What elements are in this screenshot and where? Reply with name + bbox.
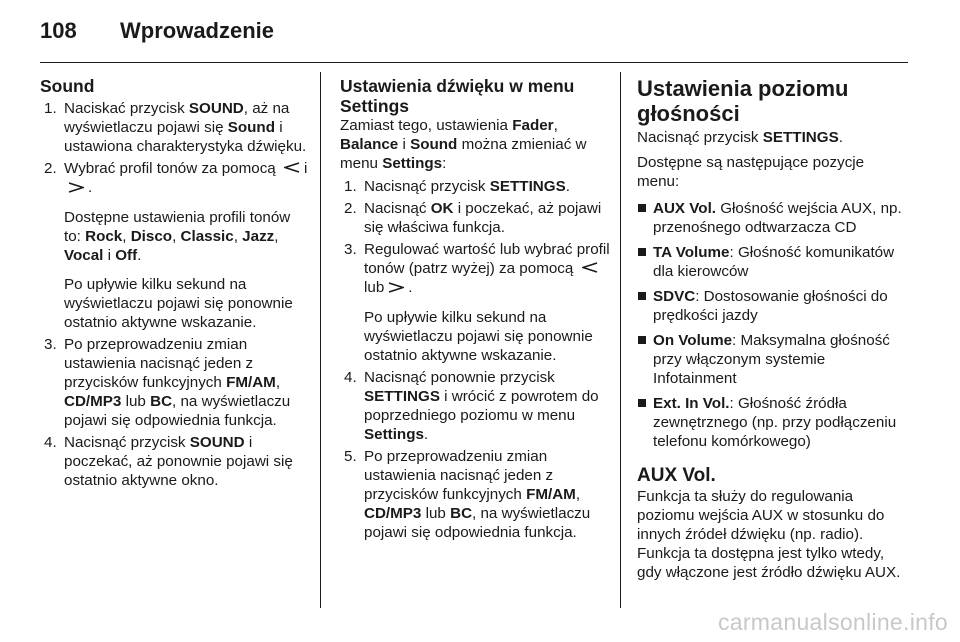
- section-heading-settings-menu: Ustawienia dźwięku w menu Settings: [340, 76, 575, 116]
- settings-steps: [340, 177, 610, 542]
- sound-steps: [40, 99, 310, 490]
- list-item: On Volume: Maksymalna głośność przy włączonym systemie Infotainment: [637, 331, 909, 388]
- list-item: SDVC: Dostosowanie głośności do prędkości jazdy: [637, 287, 909, 325]
- left-arrow-icon: [284, 159, 300, 178]
- watermark: carmanualsonline.info: [717, 609, 948, 635]
- timeout-note: Po upływie kilku sekund na wyświetlaczu pojawi się ponownie ostatnio aktywne wskazanie.: [364, 308, 593, 364]
- column-settings-menu: [340, 76, 610, 542]
- section-heading-aux-vol: AUX Vol.: [637, 465, 716, 486]
- aux-vol-description: Funkcja ta służy do regulowania poziomu wejścia AUX w stosunku do innych źródeł dźwięku (np. radio). Funkcja ta dostępna jest tylko wtedy, gdy włączone jest źródło dźwięku AUX.: [637, 488, 901, 581]
- chapter-title: Wprowadzenie: [120, 18, 275, 43]
- header-divider: [40, 62, 908, 63]
- column-sound: [40, 76, 310, 490]
- left-arrow-icon: [582, 259, 598, 278]
- volume-menu-note: Dostępne są następujące pozycje menu:: [637, 154, 865, 190]
- list-item: 3. Po przeprowadzeniu zmian ustawienia nacisnąć jeden z przycisków funkcyjnych FM/AM, CD/MP3 lub BC, na wyświetlaczu pojawi się odpowiednia funkcja.: [44, 335, 291, 429]
- settings-intro: Zamiast tego, ustawienia Fader, Balance i Sound można zmieniać w menu Settings:: [340, 117, 587, 172]
- volume-intro: Nacisnąć przycisk SETTINGS.: [637, 129, 843, 146]
- page-header: [40, 18, 274, 48]
- list-item: 4. Nacisnąć ponownie przycisk SETTINGS i wrócić z powrotem do poprzedniego poziomu w menu Settings.: [344, 368, 599, 443]
- list-item: 3. Regulować wartość lub wybrać profil tonów (patrz wyżej) za pomocą lub . Po upływie kilku sekund na wyświetlaczu pojawi się ponownie ostatnio aktywne wskazanie.: [344, 241, 610, 364]
- list-item: 2. Wybrać profil tonów za pomocą i. Dostępne ustawienia profili tonów to: Rock, Disco, Classic, Jazz, Vocal i Off. Po upływie kilku sekund na wyświetlaczu pojawi się ponownie ostatnio aktywne wskazanie.: [40, 159, 310, 332]
- list-item: 2. Nacisnąć OK i poczekać, aż pojawi się właściwa funkcja.: [344, 200, 602, 236]
- list-item: 1. Naciskać przycisk SOUND, aż na wyświetlaczu pojawi się Sound i ustawiona charakterystyka dźwięku.: [44, 100, 307, 155]
- bullet-icon: [638, 248, 646, 256]
- right-arrow-icon: [388, 279, 404, 298]
- list-item: 1. Nacisnąć przycisk SETTINGS.: [344, 178, 570, 195]
- bullet-icon: [638, 204, 646, 212]
- list-item: Ext. In Vol.: Głośność źródła zewnętrznego (np. przy podłączeniu telefonu komórkowego): [637, 394, 909, 451]
- list-item: 4. Nacisnąć przycisk SOUND i poczekać, aż ponownie pojawi się ostatnio aktywne okno.: [44, 433, 293, 489]
- section-heading-sound: Sound: [40, 76, 95, 96]
- section-heading-volume: Ustawienia poziomu głośności: [637, 76, 849, 126]
- column-volume-levels: [637, 76, 909, 582]
- list-item: AUX Vol. Głośność wejścia AUX, np. przenośnego odtwarzacza CD: [637, 199, 909, 237]
- list-item: TA Volume: Głośność komunikatów dla kierowców: [637, 243, 909, 281]
- profile-options: Dostępne ustawienia profili tonów to: Rock, Disco, Classic, Jazz, Vocal i Off.: [64, 208, 291, 264]
- bullet-icon: [638, 336, 646, 344]
- list-item: 5. Po przeprowadzeniu zmian ustawienia nacisnąć jeden z przycisków funkcyjnych FM/AM, CD/MP3 lub BC, na wyświetlaczu pojawi się odpowiednia funkcja.: [344, 447, 591, 541]
- bullet-icon: [638, 399, 646, 407]
- volume-options: [637, 199, 909, 451]
- bullet-icon: [638, 292, 646, 300]
- page-number: 108: [40, 18, 77, 43]
- timeout-note: Po upływie kilku sekund na wyświetlaczu pojawi się ponownie ostatnio aktywne wskazanie.: [64, 275, 293, 331]
- right-arrow-icon: [68, 179, 84, 198]
- column-divider-2: [620, 72, 621, 608]
- column-divider-1: [320, 72, 321, 608]
